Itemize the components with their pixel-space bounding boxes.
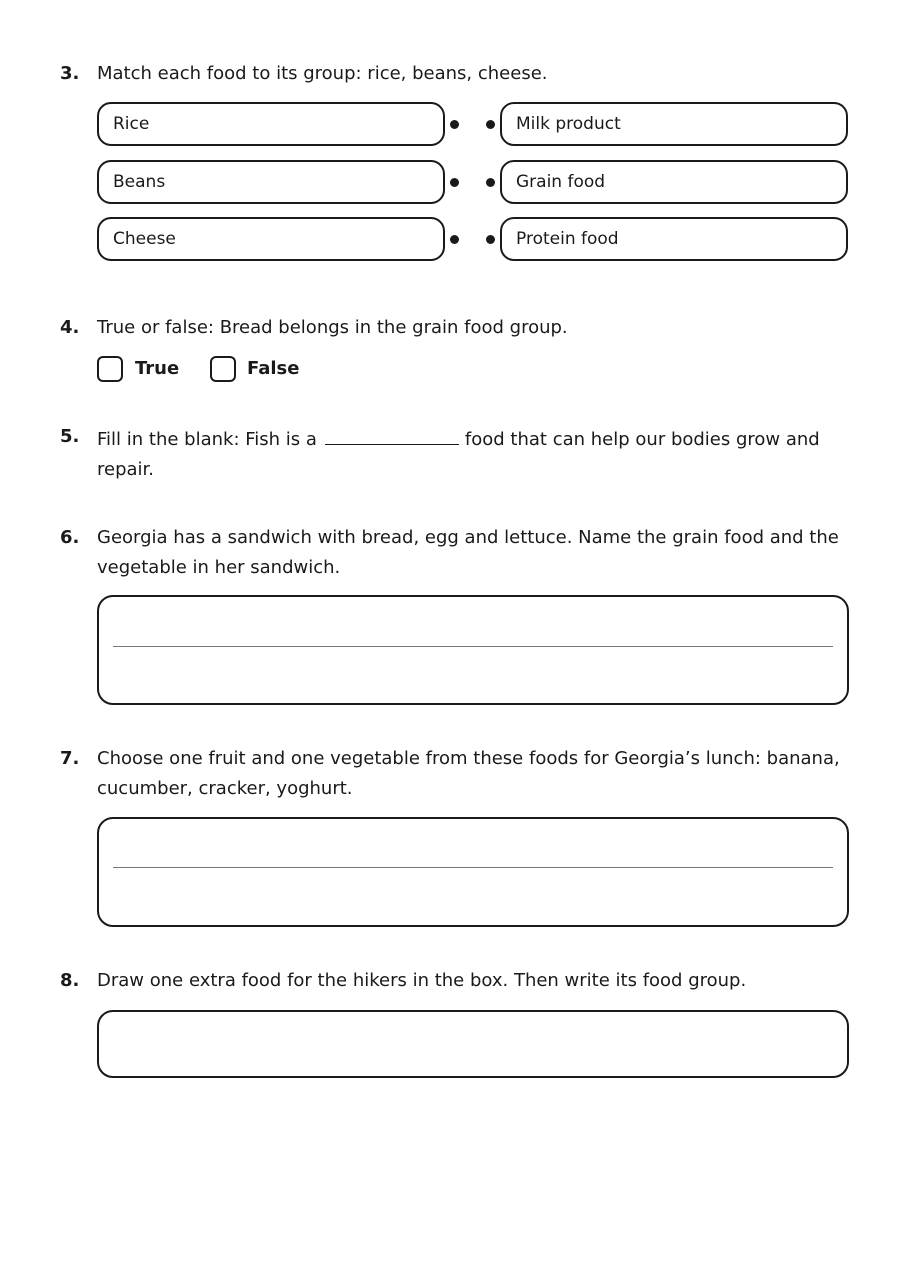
question-number: 8. bbox=[60, 970, 80, 991]
question-text bbox=[97, 422, 850, 485]
match-right-item[interactable]: Milk product bbox=[500, 102, 848, 146]
answer-box[interactable] bbox=[97, 595, 849, 705]
match-left-item[interactable]: Rice bbox=[97, 102, 445, 146]
question-number: 5. bbox=[60, 426, 80, 447]
writing-line bbox=[113, 867, 833, 868]
true-checkbox[interactable] bbox=[97, 356, 123, 382]
question-text: Choose one fruit and one vegetable from these foods for Georgia’s lunch: banana, cucumber, cracker, yoghurt. bbox=[97, 748, 840, 799]
question-3 bbox=[60, 59, 850, 89]
drawing-box[interactable] bbox=[97, 1010, 849, 1078]
match-right-item[interactable]: Protein food bbox=[500, 217, 848, 261]
question-8 bbox=[60, 966, 850, 996]
match-dot-left[interactable] bbox=[450, 120, 459, 129]
text-after-blank: food that can help our bodies grow and repair. bbox=[97, 429, 820, 480]
question-text: Draw one extra food for the hikers in the box. Then write its food group. bbox=[97, 970, 747, 991]
match-dot-right[interactable] bbox=[486, 235, 495, 244]
question-text: Georgia has a sandwich with bread, egg and lettuce. Name the grain food and the vegetable in her sandwich. bbox=[97, 527, 839, 578]
match-row bbox=[97, 217, 849, 265]
question-text: True or false: Bread belongs in the grain food group. bbox=[97, 317, 568, 338]
false-checkbox[interactable] bbox=[210, 356, 236, 382]
match-dot-left[interactable] bbox=[450, 235, 459, 244]
match-dot-right[interactable] bbox=[486, 120, 495, 129]
question-number: 4. bbox=[60, 317, 80, 338]
question-5 bbox=[60, 422, 850, 485]
question-text: Match each food to its group: rice, beans, cheese. bbox=[97, 63, 548, 84]
question-number: 7. bbox=[60, 748, 80, 769]
true-label: True bbox=[135, 358, 180, 379]
match-dot-left[interactable] bbox=[450, 178, 459, 187]
answer-box[interactable] bbox=[97, 817, 849, 927]
match-left-item[interactable]: Cheese bbox=[97, 217, 445, 261]
question-6 bbox=[60, 523, 850, 583]
match-dot-right[interactable] bbox=[486, 178, 495, 187]
fill-in-blank[interactable] bbox=[325, 422, 459, 445]
question-number: 3. bbox=[60, 63, 80, 84]
question-4 bbox=[60, 313, 850, 343]
match-row bbox=[97, 160, 849, 208]
match-left-item[interactable]: Beans bbox=[97, 160, 445, 204]
false-label: False bbox=[247, 358, 300, 379]
question-7 bbox=[60, 744, 850, 804]
match-row bbox=[97, 102, 849, 150]
question-number: 6. bbox=[60, 527, 80, 548]
writing-line bbox=[113, 646, 833, 647]
match-right-item[interactable]: Grain food bbox=[500, 160, 848, 204]
text-before-blank: Fill in the blank: Fish is a bbox=[97, 429, 317, 450]
